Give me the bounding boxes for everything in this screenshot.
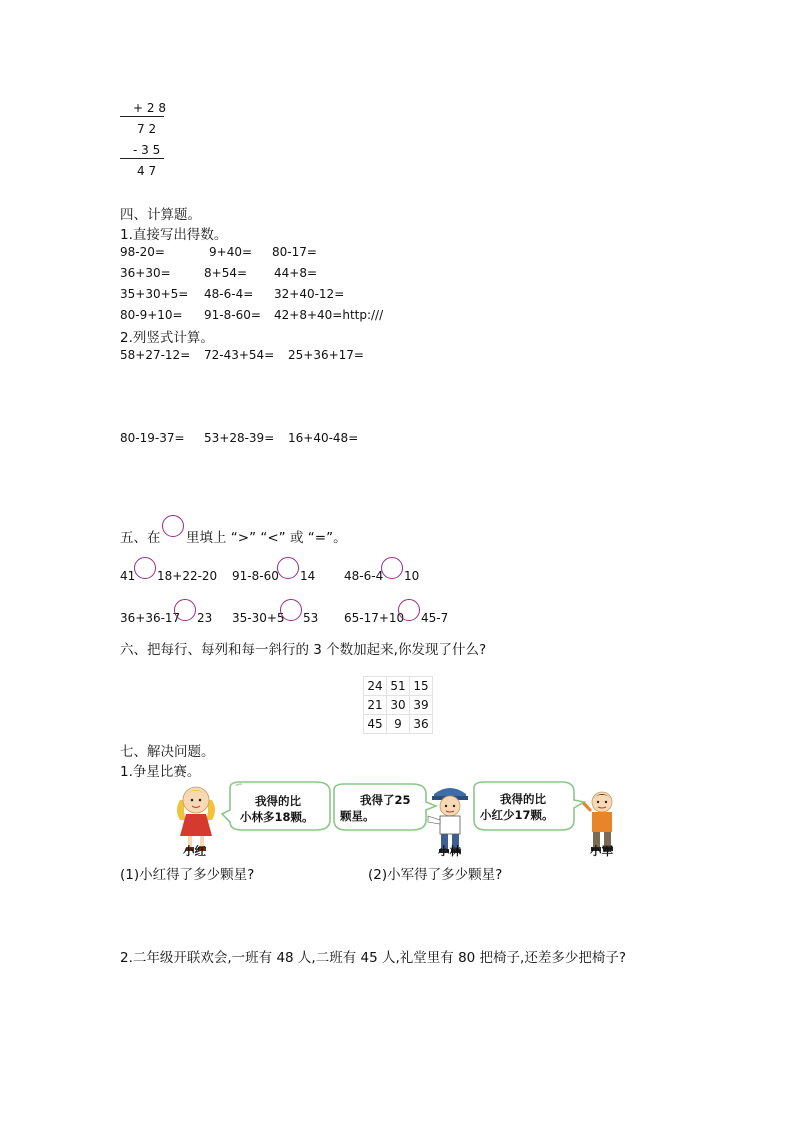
compare-2-left: 91-8-60 (232, 569, 279, 583)
bubble-xiaohong-line2: 小林多18颗。 (240, 810, 314, 824)
compare-5-left: 35-30+5 (232, 611, 285, 625)
bubble-xiaolin-line2: 颗星。 (340, 809, 375, 823)
calc-r3-c2: 48-6-4= (204, 287, 254, 301)
compare-3-circle[interactable] (381, 557, 403, 579)
bubble-xiaohong-line1: 我得的比 (255, 794, 301, 808)
calc-r1-c1: 98-20= (120, 245, 165, 259)
name-xiaojun: 小军 (590, 844, 613, 858)
calc-r2-c1: 36+30= (120, 266, 171, 280)
question-1: (1)小红得了多少颗星? (120, 867, 255, 883)
grid-cell: 15 (410, 677, 433, 696)
section7-title: 七、解决问题。 (120, 744, 215, 760)
grid-cell: 45 (364, 715, 387, 734)
calc-r4-c1: 80-9+10= (120, 308, 183, 322)
compare-6-right: 45-7 (421, 611, 449, 625)
calc-r2-c3: 44+8= (274, 266, 318, 280)
grid-cell: 9 (387, 715, 410, 734)
section4-sub2: 2.列竖式计算。 (120, 330, 214, 346)
vertical-rule-1 (120, 116, 164, 117)
calc-r1-c2: 9+40= (209, 245, 253, 259)
compare-3-left: 48-6-4 (344, 569, 384, 583)
bubble-xiaolin-line1: 我得了25 (360, 793, 411, 807)
name-xiaolin: 小林 (438, 844, 461, 858)
grid-cell: 30 (387, 696, 410, 715)
calc-r4-c3: 42+8+40=http:/// (274, 308, 384, 322)
section4-title: 四、计算题。 (120, 207, 201, 223)
grid-cell: 36 (410, 715, 433, 734)
compare-2-circle[interactable] (277, 557, 299, 579)
vcalc-r1-c2: 72-43+54= (204, 348, 275, 362)
grid-cell: 39 (410, 696, 433, 715)
calc-r4-c2: 91-8-60= (204, 308, 261, 322)
question-2: (2)小军得了多少颗星? (368, 867, 503, 883)
section7-sub2: 2.二年级开联欢会,一班有 48 人,二班有 45 人,礼堂里有 80 把椅子,还差多少把椅子? (120, 950, 626, 966)
compare-2-right: 14 (300, 569, 316, 583)
vcalc-r2-c1: 80-19-37= (120, 431, 185, 445)
vertical-line-1: + 2 8 (133, 101, 166, 115)
compare-1-left: 41 (120, 569, 136, 583)
grid-cell: 24 (364, 677, 387, 696)
compare-circle-example (162, 515, 184, 537)
compare-1-right: 18+22-20 (157, 569, 218, 583)
section5-title-pre: 五、在 (120, 530, 161, 546)
compare-4-circle[interactable] (174, 599, 196, 621)
name-xiaohong: 小红 (183, 844, 206, 858)
vertical-line-3: - 3 5 (133, 143, 161, 157)
vertical-rule-2 (120, 158, 164, 159)
bubble-xiaojun-line2: 小红少17颗。 (480, 808, 554, 822)
compare-5-right: 53 (303, 611, 319, 625)
section5-title-post: 里填上 “>” “<” 或 “=”。 (186, 530, 347, 546)
compare-5-circle[interactable] (280, 599, 302, 621)
bubble-xiaojun-line1: 我得的比 (500, 792, 546, 806)
calc-r1-c3: 80-17= (272, 245, 317, 259)
vcalc-r2-c2: 53+28-39= (204, 431, 275, 445)
vertical-line-2: 7 2 (137, 122, 157, 136)
calc-r3-c3: 32+40-12= (274, 287, 345, 301)
vcalc-r1-c1: 58+27-12= (120, 348, 191, 362)
girl-icon (177, 787, 215, 851)
number-grid (363, 676, 433, 734)
compare-6-left: 65-17+10 (344, 611, 405, 625)
calc-r2-c2: 8+54= (204, 266, 248, 280)
vcalc-r1-c3: 25+36+17= (288, 348, 364, 362)
vcalc-r2-c3: 16+40-48= (288, 431, 359, 445)
section4-sub1: 1.直接写出得数。 (120, 227, 228, 243)
section7-sub1: 1.争星比赛。 (120, 764, 201, 780)
compare-4-left: 36+36-17 (120, 611, 181, 625)
grid-cell: 51 (387, 677, 410, 696)
calc-r3-c1: 35+30+5= (120, 287, 189, 301)
compare-6-circle[interactable] (398, 599, 420, 621)
vertical-line-4: 4 7 (137, 164, 157, 178)
compare-4-right: 23 (197, 611, 213, 625)
section6-title: 六、把每行、每列和每一斜行的 3 个数加起来,你发现了什么? (120, 642, 487, 658)
compare-1-circle[interactable] (134, 557, 156, 579)
grid-cell: 21 (364, 696, 387, 715)
compare-3-right: 10 (404, 569, 420, 583)
